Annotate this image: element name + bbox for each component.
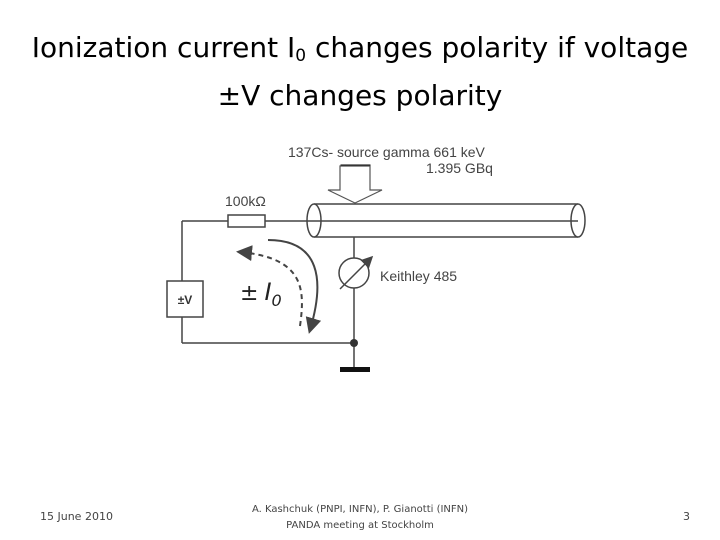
footer-authors-line-2: PANDA meeting at Stockholm	[286, 520, 434, 531]
title-line-2: ±V changes polarity	[217, 79, 503, 112]
source-label: 137Cs- source gamma 661 keV	[288, 144, 485, 160]
meter-label: Keithley 485	[380, 268, 458, 284]
resistor	[228, 215, 265, 227]
current-arrow-solid-icon	[268, 240, 317, 330]
junction-dot	[350, 339, 358, 347]
resistor-label: 100kΩ	[225, 193, 266, 209]
ground-icon	[340, 367, 370, 372]
footer-authors-line-1: A. Kashchuk (PNPI, INFN), P. Gianotti (INFN)	[251, 504, 469, 515]
activity-label: 1.395 GBq	[426, 160, 493, 176]
current-I: I	[264, 278, 272, 306]
title-text-b: changes polarity if voltage	[306, 31, 689, 64]
current-subscript: 0	[271, 291, 282, 310]
footer-authors	[220, 502, 500, 534]
title-text-a: Ionization current I	[31, 31, 296, 64]
gamma-arrow-icon	[328, 166, 382, 203]
current-pm: ±	[240, 281, 259, 306]
meter-icon	[339, 258, 369, 288]
voltage-label: ±V	[177, 293, 193, 307]
title-subscript: 0	[295, 46, 307, 66]
footer-date: 15 June 2010	[40, 510, 113, 523]
current-label	[240, 278, 282, 310]
page-number: 3	[683, 510, 690, 523]
